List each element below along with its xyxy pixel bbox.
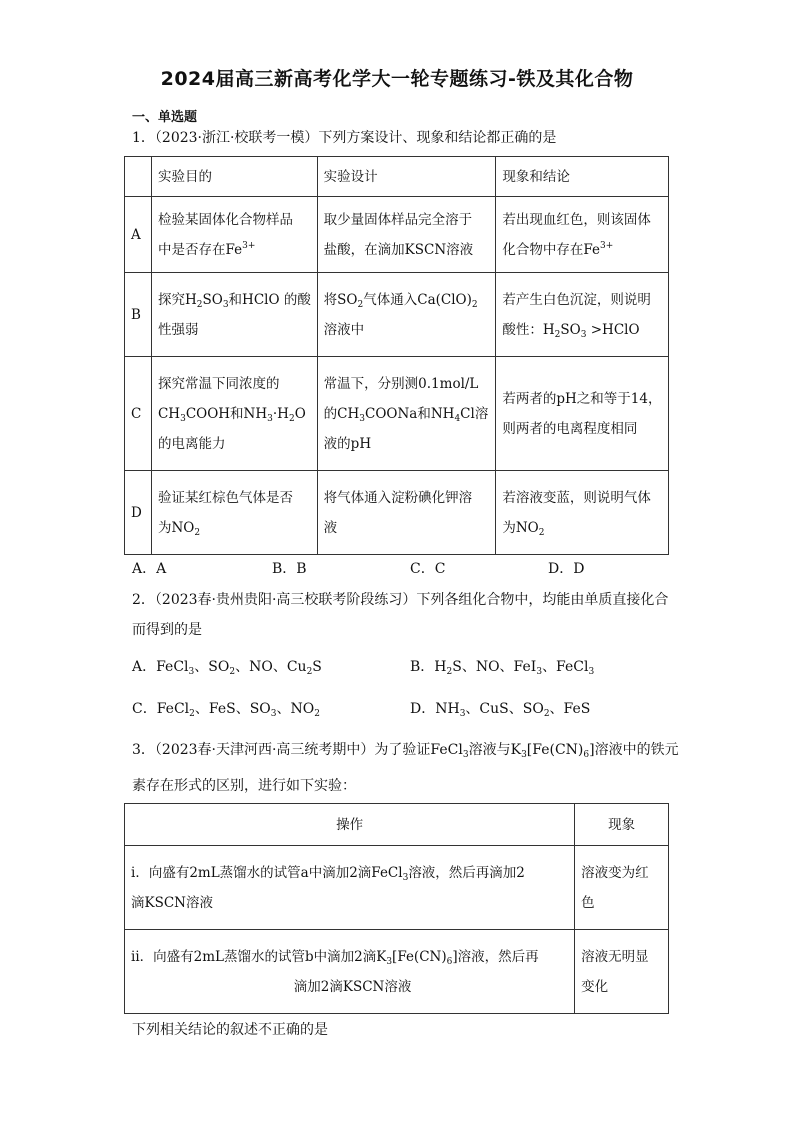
cell-line: 若产生白色沉淀，则说明 bbox=[502, 291, 651, 308]
q1-row-label: B bbox=[125, 273, 152, 357]
q1-header-result: 现象和结论 bbox=[496, 157, 669, 197]
cell-line: 取少量固体样品完全溶于 bbox=[323, 211, 473, 228]
q1-row-a bbox=[125, 197, 669, 273]
q1-cell-design bbox=[317, 471, 496, 555]
cell-line: 为$NO_2$ bbox=[502, 519, 545, 538]
cell-line: 常温下，分别测0.1mol/L bbox=[323, 375, 479, 392]
q1-row-c bbox=[125, 357, 669, 471]
cell-line: 若溶液变蓝，则说明气体 bbox=[502, 489, 651, 506]
q1-row-label: D bbox=[125, 471, 152, 555]
q1-row-label: C bbox=[125, 357, 152, 471]
q2-stem-line2: 而得到的是 bbox=[132, 622, 202, 638]
cell-line: 盐酸，在滴加KSCN溶液 bbox=[323, 241, 474, 258]
cell-line: 变化 bbox=[581, 978, 609, 995]
q2-stem-line1: 2．（2023春·贵州贵阳·高三校联考阶段练习）下列各组化合物中，均能由单质直接化合 bbox=[132, 592, 669, 608]
section-heading: 一、单选题 bbox=[132, 110, 198, 125]
q3-stem-line2: 素存在形式的区别，进行如下实验： bbox=[132, 778, 356, 794]
q1-header-design: 实验设计 bbox=[317, 157, 496, 197]
q1-cell-goal bbox=[151, 357, 317, 471]
cell-line: 液的pH bbox=[323, 435, 372, 452]
q1-row-label: A bbox=[125, 197, 152, 273]
cell-line: 将气体通入淀粉碘化钾溶 bbox=[323, 489, 473, 506]
cell-line: 则两者的电离程度相同 bbox=[502, 420, 638, 437]
cell-line: ⅰ．向盛有2mL蒸馏水的试管a中滴加2滴FeCl$_3$溶液，然后再滴加2 bbox=[131, 864, 525, 883]
q1-cell-goal bbox=[151, 471, 317, 555]
q3-header-observation: 现象 bbox=[575, 804, 669, 846]
q1-table-header-row bbox=[125, 157, 669, 197]
cell-line: 溶液无明显 bbox=[581, 948, 649, 965]
q1-cell-goal bbox=[151, 273, 317, 357]
q1-cell-result bbox=[496, 273, 669, 357]
q3-row-i bbox=[125, 846, 669, 930]
q1-stem: 1．（2023·浙江·校联考一模）下列方案设计、现象和结论都正确的是 bbox=[132, 130, 557, 146]
q2-option-a[interactable]: A．FeCl$_3$、$SO_2$、NO、$Cu_2S$ bbox=[132, 659, 322, 677]
q3-cell-operation bbox=[125, 930, 575, 1014]
q3-footer: 下列相关结论的叙述不正确的是 bbox=[132, 1022, 328, 1038]
q1-row-b bbox=[125, 273, 669, 357]
cell-line: 若出现血红色，则该固体 bbox=[502, 211, 651, 228]
q1-cell-goal bbox=[151, 197, 317, 273]
cell-line: 的电离能力 bbox=[157, 435, 226, 452]
cell-line: ⅱ．向盛有2mL蒸馏水的试管b中滴加2滴$K_3[Fe(CN)_6]$溶液，然后再 bbox=[131, 948, 539, 967]
q3-header-operation: 操作 bbox=[125, 804, 575, 846]
cell-line: 探究常温下同浓度的 bbox=[157, 375, 280, 392]
cell-line: 检验某固体化合物样品 bbox=[157, 211, 293, 228]
q2-option-b[interactable]: B．$H_2S$、NO、FeI$_3$、FeCl$_3$ bbox=[410, 659, 595, 677]
q1-header-blank bbox=[125, 157, 152, 197]
cell-line: 将$SO_2$气体通入$Ca(ClO)_2$ bbox=[323, 291, 478, 310]
cell-line: 化合物中存在$Fe^{3+}$ bbox=[502, 240, 614, 258]
q3-stem-line1: 3．（2023春·天津河西·高三统考期中）为了验证FeCl$_3$溶液与$K_3[Fe(CN)_6]$溶液中的铁元 bbox=[132, 742, 679, 760]
cell-line: 滴KSCN溶液 bbox=[131, 894, 213, 911]
cell-line: 为$NO_2$ bbox=[157, 519, 201, 538]
cell-line: 中是否存在$Fe^{3+}$ bbox=[157, 240, 256, 258]
cell-line: 溶液变为红 bbox=[581, 864, 649, 881]
cell-line: 色 bbox=[581, 894, 595, 911]
q1-cell-design bbox=[317, 273, 496, 357]
q3-table bbox=[124, 803, 669, 1014]
cell-line: 溶液中 bbox=[323, 321, 365, 338]
cell-line: 酸性：$H_2SO_3$ >HClO bbox=[502, 321, 640, 340]
q1-option-c[interactable]: C．C bbox=[410, 561, 446, 577]
q3-table-header-row bbox=[125, 804, 669, 846]
q1-option-a[interactable]: A．A bbox=[132, 561, 167, 577]
q1-row-d bbox=[125, 471, 669, 555]
cell-line: 液 bbox=[323, 519, 338, 536]
q3-cell-operation bbox=[125, 846, 575, 930]
page-title: 2024届高三新高考化学大一轮专题练习-铁及其化合物 bbox=[160, 68, 634, 90]
cell-line: 探究$H_2SO_3$和HClO 的酸 bbox=[157, 291, 311, 310]
cell-line: 若两者的pH之和等于14， bbox=[502, 390, 662, 407]
q2-option-c[interactable]: C．FeCl$_2$、FeS、$SO_3$、$NO_2$ bbox=[132, 701, 320, 719]
cell-line: 滴加2滴KSCN溶液 bbox=[293, 978, 412, 995]
q3-cell-observation bbox=[575, 930, 669, 1014]
cell-line: 的$CH_3COONa$和$NH_4Cl$溶 bbox=[323, 405, 489, 424]
q1-header-goal: 实验目的 bbox=[151, 157, 317, 197]
cell-line: 性强弱 bbox=[157, 321, 199, 338]
cell-line: $CH_3COOH$和$NH_3\cdot H_2O$ bbox=[157, 405, 306, 424]
q1-option-b[interactable]: B．B bbox=[272, 561, 307, 577]
q3-cell-observation bbox=[575, 846, 669, 930]
q1-cell-result bbox=[496, 197, 669, 273]
q2-option-d[interactable]: D．$NH_3$、CuS、$SO_2$、FeS bbox=[410, 701, 591, 719]
q1-cell-result bbox=[496, 357, 669, 471]
q1-table bbox=[124, 156, 669, 555]
q3-row-ii bbox=[125, 930, 669, 1014]
q1-option-d[interactable]: D．D bbox=[548, 561, 585, 577]
q1-cell-design bbox=[317, 197, 496, 273]
q1-cell-result bbox=[496, 471, 669, 555]
cell-line: 验证某红棕色气体是否 bbox=[157, 489, 293, 506]
q1-cell-design bbox=[317, 357, 496, 471]
